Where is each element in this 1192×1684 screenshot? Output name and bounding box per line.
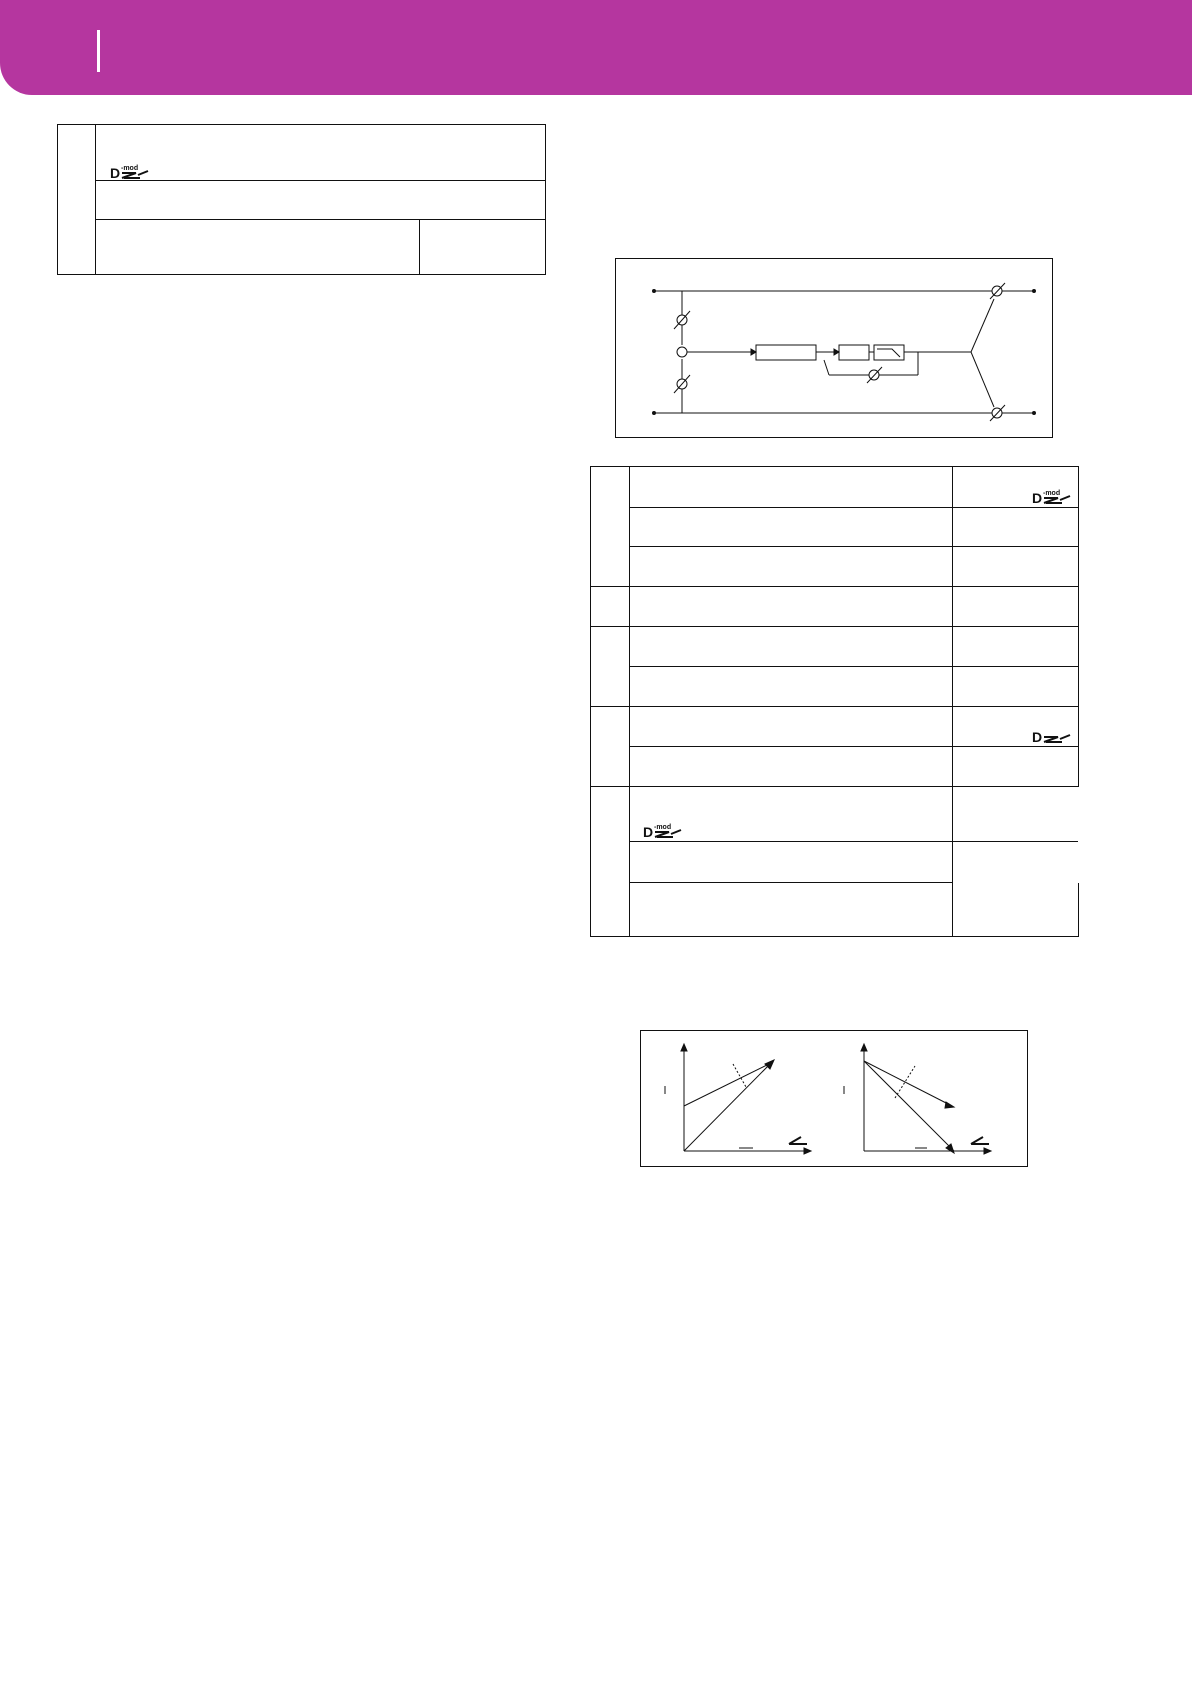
left-parameter-table (57, 124, 546, 275)
signal-flow-drawing (616, 259, 1052, 437)
svg-text:-mod: -mod (1043, 490, 1061, 497)
svg-text:D: D (643, 824, 654, 838)
modulation-graphs (640, 1030, 1028, 1167)
d-mod-icon (1032, 488, 1074, 504)
d-mod-icon (110, 163, 152, 179)
header-divider (97, 30, 100, 72)
modulation-source-icon (1032, 727, 1074, 743)
svg-text:D: D (110, 165, 121, 179)
right-parameter-table (590, 466, 1079, 937)
svg-text:D: D (1032, 490, 1043, 504)
page-header (0, 0, 1192, 95)
svg-text:-mod: -mod (654, 824, 672, 831)
svg-text:D: D (1032, 729, 1043, 743)
d-mod-icon (643, 822, 685, 838)
modulation-graph-drawing (641, 1031, 1027, 1166)
signal-flow-diagram (615, 258, 1053, 438)
svg-text:-mod: -mod (121, 165, 139, 172)
